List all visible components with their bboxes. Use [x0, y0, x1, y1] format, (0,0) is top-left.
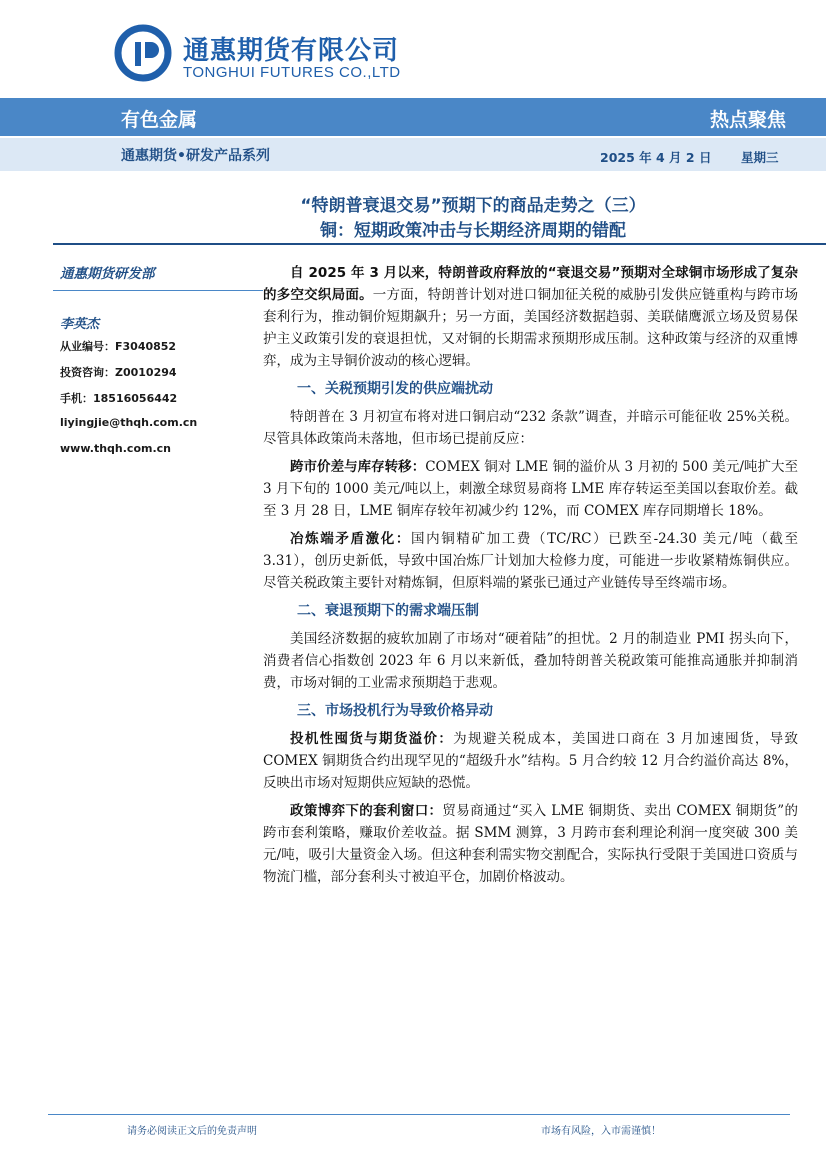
company-website[interactable]: www.thqh.com.cn — [60, 442, 172, 455]
report-tag: 热点聚焦 — [709, 109, 786, 131]
report-title-line2: 铜：短期政策冲击与长期经济周期的错配 — [320, 221, 626, 241]
report-weekday: 星期三 — [741, 150, 779, 165]
report-title-line1: “特朗普衰退交易”预期下的商品走势之（三） — [300, 196, 646, 216]
report-series: 通惠期货•研发产品系列 — [121, 148, 270, 164]
band-divider — [0, 136, 826, 138]
author-license: 从业编号：F3040852 — [60, 340, 177, 353]
company-name-en: TONGHUI FUTURES CO.,LTD — [183, 64, 401, 81]
intro-lead: 自 2025 年 3 月以来，特朗普政府释放的“衰退交易”预期对全球铜市场形成了复杂的多空交织局面。 — [263, 265, 798, 303]
paragraph-5-text: 为规避关税成本，美国进口商在 3 月加速囤货，导致 COMEX 铜期货合约出现罕见的“超级升水”结构。5 月合约较 12 月合约溢价高达 8%，反映出市场对短期供应短缺的恐慌。 — [263, 731, 799, 791]
research-dept: 通惠期货研发部 — [60, 266, 155, 282]
paragraph-3-lead: 冶炼端矛盾激化： — [290, 531, 411, 547]
paragraph-2 — [263, 456, 798, 522]
author-consult-id: 投资咨询：Z0010294 — [60, 366, 177, 379]
footer-divider — [48, 1114, 790, 1115]
report-body — [263, 262, 798, 894]
report-category: 有色金属 — [121, 109, 198, 131]
risk-warning: 市场有风险，入市需谨慎！ — [541, 1126, 661, 1137]
report-date: 2025 年 4 月 2 日 — [600, 150, 712, 165]
author-phone: 手机：18516056442 — [60, 392, 178, 405]
company-name-cn: 通惠期货有限公司 — [183, 36, 400, 66]
section-heading-3: 三、市场投机行为导致价格异动 — [297, 703, 493, 719]
sidebar-divider — [53, 290, 263, 291]
paragraph-4: 美国经济数据的疲软加剧了市场对“硬着陆”的担忧。2 月的制造业 PMI 拐头向下，消费者信心指数创 2023 年 6 月以来新低，叠加特朗普关税政策可能推高通胀并抑制消费，市场对铜的工业需求预期趋于悲观。 — [263, 631, 798, 691]
intro-paragraph — [263, 262, 798, 372]
paragraph-6-text: 贸易商通过“买入 LME 铜期货、卖出 COMEX 铜期货”的跨市套利策略，赚取价差收益。据 SMM 测算，3 月跨市套利理论利润一度突破 300 美元/吨，吸引大量资金入场。但这种套利需实物交割配合，实际执行受限于美国进口资质与物流门槛，部分套利头寸被迫平仓，加剧价格波动。 — [263, 803, 799, 885]
paragraph-5-lead: 投机性囤货与期货溢价： — [290, 731, 454, 747]
paragraph-6-lead: 政策博弈下的套利窗口： — [290, 803, 443, 819]
tonghui-logo-icon — [114, 24, 172, 82]
paragraph-6 — [263, 800, 798, 888]
disclaimer-note: 请务必阅读正文后的免责声明 — [127, 1126, 257, 1137]
author-email[interactable]: liyingjie@thqh.com.cn — [60, 416, 198, 429]
paragraph-5 — [263, 728, 798, 794]
paragraph-2-lead: 跨市价差与库存转移： — [290, 459, 426, 475]
title-divider — [53, 243, 826, 245]
section-heading-1: 一、关税预期引发的供应端扰动 — [297, 381, 493, 397]
paragraph-3-text: 国内铜精矿加工费（TC/RC）已跌至-24.30 美元/吨（截至 3.31），创历史新低，导致中国冶炼厂计划加大检修力度，可能进一步收紧精炼铜供应。尽管关税政策主要针对精炼铜，但原料端的紧张已通过产业链传导至终端市场。 — [263, 531, 798, 591]
paragraph-1: 特朗普在 3 月初宣布将对进口铜启动“232 条款”调查，并暗示可能征收 25%关税。尽管具体政策尚未落地，但市场已提前反应： — [263, 409, 798, 447]
paragraph-2-text: COMEX 铜对 LME 铜的溢价从 3 月初的 500 美元/吨扩大至 3 月下旬的 1000 美元/吨以上，刺激全球贸易商将 LME 库存转运至美国以套取价差。截至 3 月 28 日，LME 铜库存较年初减少约 12%，而 COMEX 库存同期增长 18%。 — [263, 459, 798, 519]
intro-text: 一方面，特朗普计划对进口铜加征关税的威胁引发供应链重构与跨市场套利行为，推动铜价短期飙升；另一方面，美国经济数据趋弱、美联储鹰派立场及贸易保护主义政策引发的衰退担忧，又对铜的长期需求预期形成压制。这种政策与经济的双重博弈，成为主导铜价波动的核心逻辑。 — [263, 287, 799, 369]
section-heading-2: 二、衰退预期下的需求端压制 — [297, 603, 479, 619]
paragraph-3 — [263, 528, 798, 594]
author-name: 李英杰 — [60, 317, 100, 332]
